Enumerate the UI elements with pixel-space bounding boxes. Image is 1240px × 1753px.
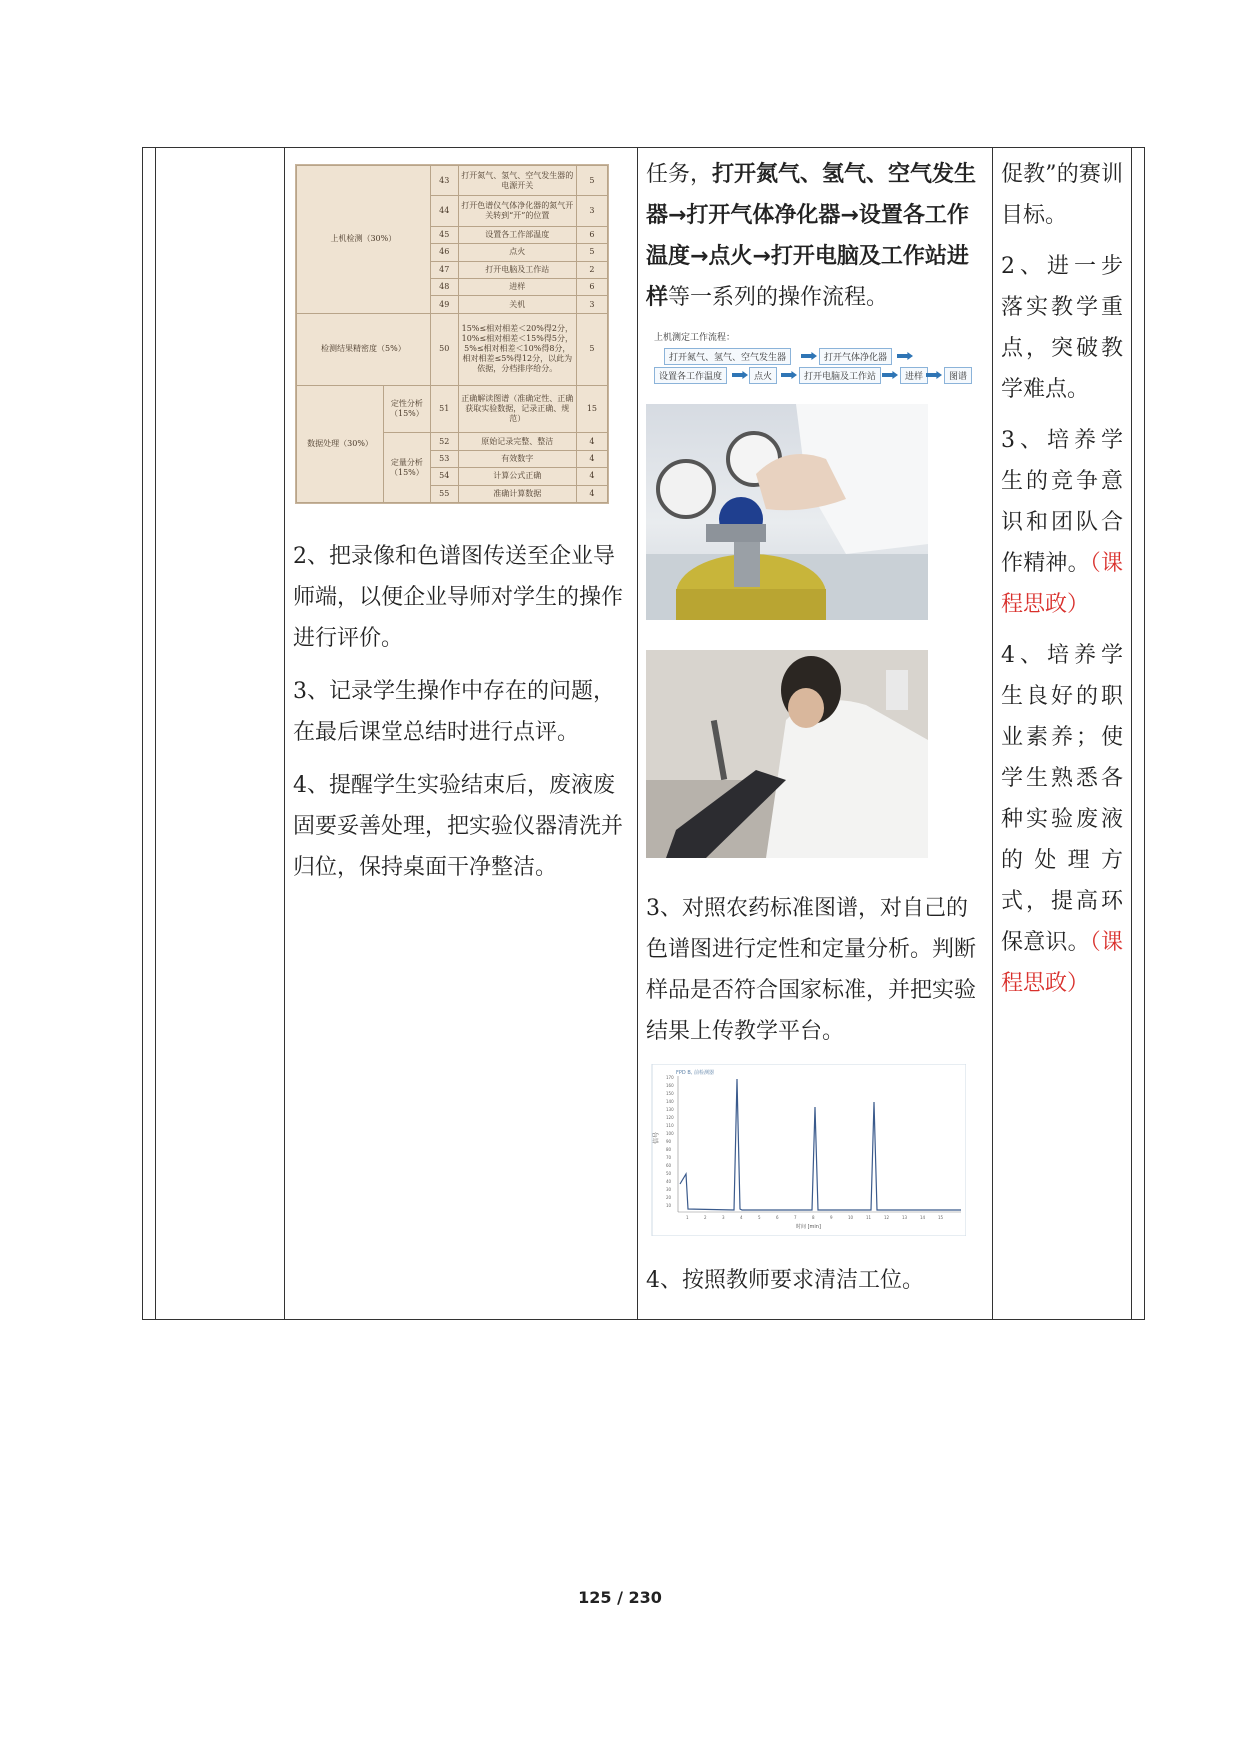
score-item: 打开色谱仪气体净化器的氮气开关转到“开”的位置 (458, 196, 576, 226)
score-no: 55 (430, 485, 458, 502)
score-no: 45 (430, 226, 458, 243)
score-item: 点火 (458, 244, 576, 261)
score-item: 15%≤相对相差＜20%得2分，10%≤相对相差＜15%得5分，5%≤相对相差＜10%得8分，相对相差≤5%得12分，以此为依据，分档排序给分。 (458, 313, 576, 385)
y-tick: 10 (666, 1203, 672, 1208)
chromatogram-ylabel: 信号 (653, 1131, 660, 1144)
score-no: 53 (430, 450, 458, 467)
student-step-4: 4、按照教师要求清洁工位。 (646, 1268, 924, 1293)
ideology-tag: （课程思政） (1001, 551, 1123, 617)
score-no: 51 (430, 385, 458, 433)
workflow-step: 设置各工作温度 (654, 367, 727, 384)
y-tick: 40 (666, 1179, 672, 1184)
arrow-right-icon (781, 371, 797, 379)
y-tick: 170 (666, 1075, 674, 1080)
score-item: 正确解读图谱（准确定性、正确获取实验数据，记录正确、规范） (458, 385, 576, 433)
gas-regulator-photo (646, 404, 928, 620)
score-value: 5 (576, 166, 607, 196)
score-item: 计算公式正确 (458, 468, 576, 485)
workflow-title: 上机测定工作流程： (654, 333, 736, 343)
y-tick: 50 (666, 1171, 672, 1176)
workflow-diagram (654, 330, 968, 386)
score-item: 进样 (458, 279, 576, 296)
x-tick: 2 (704, 1215, 707, 1220)
score-subgroup: 定性分析（15%） (384, 385, 431, 433)
x-tick: 14 (920, 1215, 926, 1220)
goal-4 (1001, 635, 1123, 1004)
student-activity-cell (638, 148, 993, 1320)
teacher-step-4: 4、提醒学生实验结束后，废液废固要妥善处理，把实验仪器清洗并归位，保持桌面干净整洁。 (293, 773, 624, 880)
chromatogram-chart (646, 1064, 966, 1236)
score-group: 上机检测（30%） (297, 166, 431, 314)
x-tick: 10 (848, 1215, 854, 1220)
goal-3 (1001, 420, 1123, 625)
x-tick: 15 (938, 1215, 944, 1220)
score-no: 47 (430, 261, 458, 278)
score-value: 4 (576, 433, 607, 450)
workflow-step: 打开电脑及工作站 (799, 367, 881, 384)
student-step-3: 3、对照农药标准图谱，对自己的色谱图进行定性和定量分析。判断样品是否符合国家标准，并把实验结果上传教学平台。 (646, 896, 977, 1044)
score-item: 打开氮气、氢气、空气发生器的电源开关 (458, 166, 576, 196)
chromatogram-title: FPD B, 前检测器 (676, 1070, 714, 1076)
teacher-step-3: 3、记录学生操作中存在的问题，在最后课堂总结时进行点评。 (293, 679, 615, 745)
processing-group: 数据处理（30%） (297, 385, 384, 502)
x-tick: 4 (740, 1215, 743, 1220)
score-value: 4 (576, 450, 607, 467)
y-tick: 110 (666, 1123, 674, 1128)
score-item: 原始记录完整、整洁 (458, 433, 576, 450)
y-tick: 60 (666, 1163, 672, 1168)
y-tick: 120 (666, 1115, 674, 1120)
y-tick: 150 (666, 1091, 674, 1096)
score-no: 50 (430, 313, 458, 385)
score-item: 有效数字 (458, 450, 576, 467)
y-tick: 90 (666, 1139, 672, 1144)
design-intent-cell (993, 148, 1132, 1320)
blank-cell-left (143, 148, 156, 1320)
score-no: 54 (430, 468, 458, 485)
y-tick: 80 (666, 1147, 672, 1152)
intro-text: 任务， (646, 162, 713, 187)
x-tick: 13 (902, 1215, 908, 1220)
y-tick: 130 (666, 1107, 674, 1112)
x-tick: 3 (722, 1215, 725, 1220)
ideology-tag: （课程思政） (1001, 930, 1123, 996)
arrow-right-icon (732, 371, 748, 379)
x-tick: 7 (794, 1215, 797, 1220)
y-tick: 30 (666, 1187, 672, 1192)
score-item: 设置各工作部温度 (458, 226, 576, 243)
x-tick: 11 (866, 1215, 872, 1220)
score-value: 3 (576, 296, 607, 313)
lesson-plan-table (142, 147, 1145, 1320)
score-no: 48 (430, 279, 458, 296)
score-value: 15 (576, 385, 607, 433)
x-tick: 12 (884, 1215, 890, 1220)
score-no: 44 (430, 196, 458, 226)
score-no: 46 (430, 244, 458, 261)
y-tick: 160 (666, 1083, 674, 1088)
x-tick: 8 (812, 1215, 815, 1220)
teacher-step-2: 2、把录像和色谱图传送至企业导师端，以便企业导师对学生的操作进行评价。 (293, 544, 624, 651)
x-tick: 6 (776, 1215, 779, 1220)
intro-bold-steps: 打开氮气、氢气、空气发生器→打开气体净化器→设置各工作温度→点火→打开电脑及工作站进样 (646, 162, 977, 310)
y-tick: 70 (666, 1155, 672, 1160)
score-subgroup: 定量分析（15%） (384, 433, 431, 503)
page-number: 125 / 230 (578, 1588, 662, 1607)
intro-text-end: 等一系列的操作流程。 (668, 285, 889, 310)
blank-cell-section (156, 148, 285, 1320)
score-value: 5 (576, 313, 607, 385)
arrow-right-icon (801, 352, 817, 360)
x-tick: 9 (830, 1215, 833, 1220)
arrow-right-icon (926, 371, 942, 379)
score-value: 4 (576, 468, 607, 485)
score-no: 52 (430, 433, 458, 450)
score-value: 3 (576, 196, 607, 226)
blank-cell-right (1132, 148, 1145, 1320)
chromatogram-xlabel: 时间 [min] (796, 1224, 821, 1230)
score-no: 49 (430, 296, 458, 313)
y-tick: 20 (666, 1195, 672, 1200)
workflow-step: 打开氮气、氢气、空气发生器 (664, 348, 791, 365)
scoring-table (296, 165, 608, 503)
y-tick: 100 (666, 1131, 674, 1136)
workflow-step: 打开气体净化器 (819, 348, 892, 365)
score-value: 6 (576, 279, 607, 296)
x-tick: 1 (686, 1215, 689, 1220)
arrow-right-icon (882, 371, 898, 379)
scoring-table-image (295, 164, 609, 504)
score-value: 6 (576, 226, 607, 243)
student-injecting-photo (646, 650, 928, 858)
score-no: 43 (430, 166, 458, 196)
arrow-right-icon (897, 352, 913, 360)
goal-3-text: 3、培养学生的竞争意识和团队合作精神。 (1001, 428, 1123, 576)
teacher-activity-cell (285, 148, 638, 1320)
score-value: 2 (576, 261, 607, 278)
student-intro (646, 154, 984, 318)
workflow-step: 点火 (749, 367, 777, 384)
goal-4-text: 4、培养学生良好的职业素养；使学生熟悉各种实验废液的处理方式，提高环保意识。 (1001, 643, 1123, 955)
y-tick: 140 (666, 1099, 674, 1104)
workflow-step: 进样 (900, 367, 928, 384)
goal-2: 2、进一步落实教学重点，突破教学难点。 (1001, 254, 1123, 402)
goal-1: 促教”的赛训目标。 (1001, 162, 1123, 228)
score-item: 关机 (458, 296, 576, 313)
score-value: 4 (576, 485, 607, 502)
x-tick: 5 (758, 1215, 761, 1220)
score-value: 5 (576, 244, 607, 261)
score-item: 准确计算数据 (458, 485, 576, 502)
score-item: 打开电脑及工作站 (458, 261, 576, 278)
workflow-step: 图谱 (944, 367, 972, 384)
precision-group: 检测结果精密度（5%） (297, 313, 431, 385)
